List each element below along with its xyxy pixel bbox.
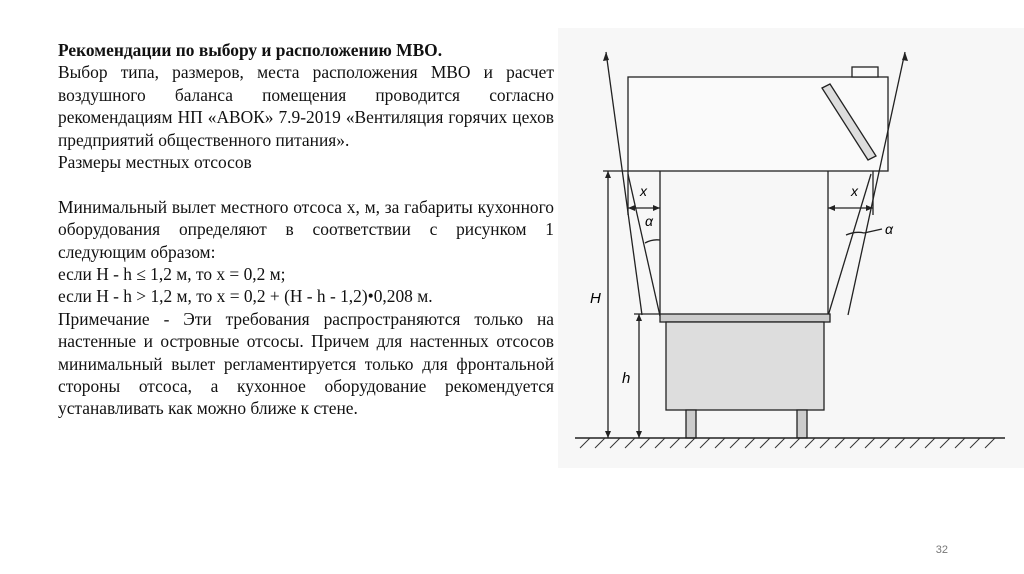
- alpha-arc-left: [645, 240, 660, 243]
- spacer: [58, 173, 554, 195]
- rule-condition-1: если H - h ≤ 1,2 м, то x = 0,2 м;: [58, 264, 286, 285]
- arrowhead: [605, 431, 611, 438]
- hood-diagram-svg: [558, 28, 1024, 468]
- label-h: h: [622, 370, 631, 387]
- intro-paragraph: Выбор типа, размеров, места расположения МВО и расчет воздушного баланса помещения проводится согласно рекомендациям НП «АВОК» 7.9-2019 «Вентиляция горячих цехов предприятий общественного питания».: [58, 62, 554, 150]
- subheading: Размеры местных отсосов: [58, 152, 252, 173]
- label-alpha-left: α: [645, 213, 653, 229]
- equipment-leg-left: [686, 410, 696, 438]
- equipment-top: [660, 314, 830, 322]
- arrowhead: [605, 171, 611, 178]
- hood-diagram: [558, 28, 1024, 468]
- label-alpha-right: α: [885, 221, 893, 237]
- equipment-body: [666, 322, 824, 410]
- hood-outlet: [852, 67, 878, 77]
- arrowhead: [636, 431, 642, 438]
- label-x-right: x: [851, 183, 858, 199]
- plume-line-right: [828, 174, 871, 316]
- arrowhead: [828, 205, 835, 211]
- alpha-arc-right: [846, 232, 864, 235]
- rule-condition-2: если H - h > 1,2 м, то x = 0,2 + (H - h - 1,2)•0,208 м.: [58, 286, 433, 307]
- arrowhead: [653, 205, 660, 211]
- arrowhead: [636, 314, 642, 321]
- equipment-leg-right: [797, 410, 807, 438]
- page-number: 32: [935, 544, 948, 556]
- label-H: H: [590, 290, 601, 307]
- arrowhead: [628, 205, 635, 211]
- rule-intro: Минимальный вылет местного отсоса x, м, за габариты кухонного оборудования определяют в соответствии с рисунком 1 следующим образом:: [58, 196, 554, 262]
- note-paragraph: Примечание - Эти требования распространяются только на настенные и островные отсосы. Причем для настенных отсосов минимальный вылет регламентируется только для фронтальной стороны отсоса, а кухонное оборудование рекомендуется устанавливать как можно ближе к стене.: [58, 308, 554, 419]
- arrowhead: [902, 52, 908, 61]
- slide-text: [58, 39, 554, 420]
- label-x-left: x: [640, 183, 647, 199]
- slide-title: Рекомендации по выбору и расположению МВО.: [58, 40, 443, 60]
- arrowhead: [603, 52, 609, 61]
